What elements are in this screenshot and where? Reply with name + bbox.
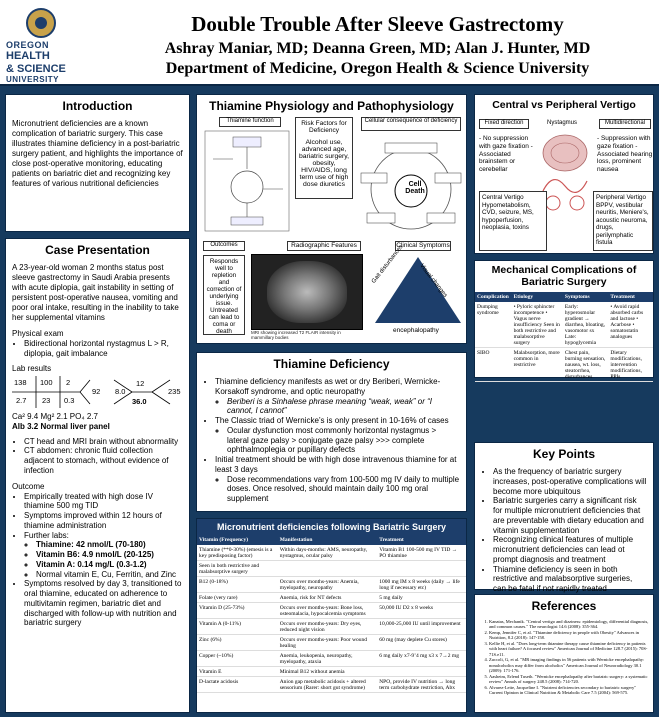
- deficiency-point-2-sub: ◦ Ocular dysfunction most commonly horizontal nystagmus > lateral gaze palsy > conjugate gaze palsy >>> complete ophthalmoplegia or pupillary defects: [227, 426, 460, 455]
- logo-line-3: & SCIENCE: [6, 63, 66, 75]
- poster-title: Double Trouble After Sleeve Gastrectomy: [191, 12, 564, 36]
- case-presentation-panel: [5, 238, 190, 713]
- outcome-item-3: [24, 531, 183, 580]
- micro-cell: Folate (very rare): [197, 593, 278, 603]
- outcome-item-1: • Empirically treated with high dose IV thiamine 500 mg TID: [24, 492, 183, 512]
- logo-line-1: OREGON: [6, 40, 50, 50]
- radiographic-label: Radiographic Features: [287, 241, 361, 251]
- peripheral-vertigo-box: Peripheral Vertigo BPPV, vestibular neuritis, Meniere's, acoustic neuroma, drugs, perilymphatic fistula: [593, 191, 653, 251]
- poster-department: Department of Medicine, Oregon Health & Science University: [165, 60, 590, 77]
- micro-col-vitamin: Vitamin (Frequency): [197, 535, 278, 545]
- poster-header: [0, 0, 659, 86]
- micro-cell: 5 mg daily: [377, 593, 466, 603]
- mechanical-table: [475, 292, 653, 382]
- mech-cell: Malabsorption, more common in restrictive: [512, 348, 563, 382]
- mech-col-etiology: Etiology: [512, 292, 563, 302]
- micro-row: [197, 635, 466, 651]
- thiamine-function-label: Thiamine function: [219, 117, 281, 127]
- risk-factors-label: Risk Factors for Deficiency: [301, 120, 347, 134]
- micro-cell: Thiamine (**0-30%) (emesis is a key predisposing factor): [197, 545, 278, 561]
- risk-factors-box: [295, 117, 353, 199]
- deficiency-point-1-text: Thiamine deficiency manifests as wet or dry Beriberi, Wernicke-Korsakoff syndrome, and optic neuropathy: [215, 377, 441, 396]
- micro-cell: Zinc (6%): [197, 635, 278, 651]
- mech-cell: SIBO: [475, 348, 512, 382]
- micronutrient-heading: Micronutrient deficiencies following Bariatric Surgery: [197, 519, 466, 535]
- cell-death-label: Cell Death: [405, 181, 425, 196]
- nystagmus-label: Nystagmus: [547, 120, 578, 126]
- micro-cell: Occurs over months-years: Bone loss, osteomalacia, hypocalcemia symptoms: [278, 603, 378, 619]
- micro-col-manifestation: Manifestation: [278, 535, 378, 545]
- physiology-heading: Thiamine Physiology and Pathophysiology: [209, 99, 454, 113]
- risk-factors-text: Alcohol use, advanced age, bariatric surgery, obesity, HIV/AIDS, long term use of high dose diuretics: [298, 139, 350, 188]
- logo-line-4: UNIVERSITY: [6, 75, 60, 84]
- lab-na: 138: [14, 377, 27, 387]
- mechanical-table-body: [475, 302, 653, 382]
- lab-glu: 92: [92, 386, 101, 396]
- lab-bun: 2: [66, 377, 71, 387]
- key-point-3: • Recognizing clinical features of multiple micronutrient deficiencies can lead ot prompt diagnosis and treatment: [493, 535, 647, 564]
- lab-k: 2.7: [16, 395, 27, 405]
- micro-cell: Within days-months: AMS, neuropathy, nystagmus, ocular palsy: [278, 545, 378, 561]
- university-seal-icon: [26, 8, 56, 38]
- micro-cell: [377, 561, 466, 577]
- triad-gait-label: Gait disturbances: [371, 244, 405, 285]
- further-lab-vita: ◦ Vitamin A: 0.14 mg/L (0.3-1.2): [36, 560, 183, 570]
- micro-cell: Minimal B12 without anemia: [278, 667, 378, 677]
- outcomes-text: Responds well to repletion and correction of underlying issue. Untreated can lead to coma or death: [203, 255, 245, 335]
- micro-cell: D-lactate acidosis: [197, 677, 278, 693]
- lab-cr: 0.3: [64, 395, 75, 405]
- labs-label: Lab results: [12, 363, 52, 373]
- central-vertigo-box: Central Vertigo Hypometabolism, CVD, seizure, MS, hypoperfusion, neoplasia, toxins: [479, 191, 547, 251]
- outcome-item-4: • Symptoms resolved by day 3, transitioned to oral thiamine, educated on adherence to multivitamin regimen, bariatric diet and discharged with follow-up with nutrition and bariatric surgery: [24, 579, 183, 628]
- micro-cell: NPO, provide IV nutrition → long term carbohydrate restriction, Abx: [377, 677, 466, 693]
- outcome-item-2: • Symptoms improved within 12 hours of thiamine administration: [24, 511, 183, 531]
- deficiency-point-1: [215, 377, 460, 416]
- triad-encephalopathy-label: encephalopathy: [393, 327, 439, 334]
- mech-cell: • Pyloric sphincter incompetence • Vagus nerve insufficiency Seen in both restrictive and malabsorptive surgery: [512, 302, 563, 348]
- micro-row: [197, 577, 466, 593]
- vertigo-panel: [474, 94, 654, 254]
- micro-row: [197, 561, 466, 577]
- micro-row: [197, 651, 466, 667]
- micro-cell: 60 mg (may deplete Cu stores): [377, 635, 466, 651]
- mech-cell: Dietary modifications, intervention modifications, PPIs: [608, 348, 653, 382]
- micro-cell: Vitamin A (0-11%): [197, 619, 278, 635]
- lab-cl: 100: [40, 377, 53, 387]
- imaging-item-2: • CT abdomen: chronic fluid collection adjacent to stomach, without evidence of infection: [24, 446, 183, 475]
- cellular-consequence-label: Cellular consequence of deficiency: [361, 117, 461, 131]
- micronutrient-panel: [196, 518, 467, 713]
- micro-cell: 6 mg daily x7-9’4 mg x3 x 7→2 mg: [377, 651, 466, 667]
- exam-item: • Bidirectional horizontal nystagmus L > R, diplopia, gait imbalance: [24, 339, 183, 359]
- micro-row: [197, 619, 466, 635]
- introduction-text: Micronutrient deficiencies are a known complication of bariatric surgery. This case illustrates thiamine deficiency in a post-bariatric surgery patient, and highlights the importance of close post-operative monitoring, educating patients on bariatric diet and recognizing key features of various nutritional deficiencies: [12, 119, 183, 188]
- reference-item: 3. Kellie H, et al. "Does long-term thiamine therapy cause thiamine deficiency in patients with heart failure? A focused review" American Journal of Medicine 128.7 (2015): 70S-71S.e11.: [489, 641, 649, 657]
- lab-wbc: 8.0: [115, 386, 126, 396]
- micro-cell: Occurs over months-years: Poor wound healing: [278, 635, 378, 651]
- micro-cell: Anemia, risk for NT defects: [278, 593, 378, 603]
- clinical-symptoms-label: Clinical Symptoms: [396, 242, 450, 249]
- deficiency-point-2-text: The Classic triad of Wernicke’s is only present in 10-16% of cases: [215, 416, 449, 425]
- deficiency-point-3-text: Initial treatment should be with high dose intravenous thiamine for at least 3 days: [215, 455, 457, 474]
- micro-cell: [278, 561, 378, 577]
- micro-cell: Vitamin D (25-73%): [197, 603, 278, 619]
- references-heading: References: [531, 599, 597, 613]
- micro-row: [197, 667, 466, 677]
- micro-cell: Vitamin E: [197, 667, 278, 677]
- micro-cell: Occurs over months-years: Dry eyes, reduced night vision: [278, 619, 378, 635]
- micronutrient-header-row: [197, 535, 466, 545]
- further-lab-thiamine: ◦ Thiamine: 42 nmol/L (70-180): [36, 540, 183, 550]
- mech-cell: • Avoid rapid absorbed carbs and lactose • Acarbose • somatostatin analogues: [608, 302, 653, 348]
- vertigo-heading: Central vs Peripheral Vertigo: [492, 99, 636, 111]
- reference-item: 6. Alvarez-Leite, Jacqueline I. "Nutrient deficiencies secondary to bariatric surgery" Current Opinion in Clinical Nutrition & Metabolic Care 7.5 (2004): 569-575.: [489, 685, 649, 696]
- outcome-item-3-text: Further labs:: [24, 530, 69, 540]
- deficiency-point-2: [215, 416, 460, 455]
- logo-line-2: HEALTH: [6, 50, 50, 62]
- mech-col-complication: Complication: [475, 292, 512, 302]
- references-panel: [474, 594, 654, 713]
- lab-minerals: Ca² 9.4 Mg² 2.1 PO₄ 2.7: [12, 411, 98, 421]
- lab-plt: 235: [168, 386, 181, 396]
- micronutrient-table-body: [197, 545, 466, 693]
- micro-cell: 10,000-25,000 IU until improvement: [377, 619, 466, 635]
- ohsu-logo: [6, 8, 92, 84]
- multidirectional-label: Multidirectional: [599, 119, 651, 129]
- outcome-label: Outcome: [12, 481, 45, 491]
- micro-row: [197, 677, 466, 693]
- deficiency-point-1-sub: ◦ Beriberi is a Sinhalese phrase meaning “weak, weak” or “I cannot, I cannot”: [227, 397, 460, 417]
- mechanical-header-row: [475, 292, 653, 302]
- introduction-heading: Introduction: [62, 99, 133, 113]
- key-point-4: • Thiamine deficiency is seen in both restrictive and malabsorptive surgeries, can be fatal if not rapidly treated: [493, 565, 647, 594]
- micro-row: [197, 545, 466, 561]
- lab-co2: 23: [42, 395, 51, 405]
- micro-cell: [377, 667, 466, 677]
- poster-authors: Ashray Maniar, MD; Deanna Green, MD; Alan J. Hunter, MD: [164, 40, 591, 57]
- case-heading: Case Presentation: [45, 243, 150, 257]
- case-text: A 23-year-old woman 2 months status post sleeve gastrectomy in Saudi Arabia presents with acute diplopia, gait instability in setting of persistent post-operative nausea, vomiting and poor oral intake, resulting in the inability to take her supplemental vitamins: [12, 263, 179, 322]
- deficiency-heading: Thiamine Deficiency: [273, 357, 390, 371]
- outcomes-label: Outcomes: [203, 241, 245, 251]
- mech-col-treatment: Treatment: [608, 292, 653, 302]
- micro-cell: B12 (0-18%): [197, 577, 278, 593]
- mech-row: [475, 302, 653, 348]
- micro-cell: Anion gap metabolic acidosis + altered sensorium (Rarer: short gut syndrome): [278, 677, 378, 693]
- lab-hct: 36.0: [132, 396, 147, 406]
- metabolic-pathway-diagram: [203, 129, 291, 233]
- mechanical-heading: Mechanical Complications of Bariatric Surgery: [491, 264, 637, 288]
- references-list: [479, 619, 649, 696]
- key-points-panel: [474, 442, 654, 593]
- micro-cell: Vitamin B1 100-500 mg IV TID → PO thiamine: [377, 545, 466, 561]
- reference-item: 4. Zuccoli, G, et al. "MR imaging findings in 56 patients with Wernicke encephalopathy: nonalcoholics may differ from alcoholics" American Journal of Neuroradiology 30.1 (2009): 171-176.: [489, 657, 649, 673]
- micro-row: [197, 603, 466, 619]
- lab-hgb: 12: [136, 378, 145, 388]
- micro-cell: Occurs over months-years: Anemia, myelopathy, neuropathy: [278, 577, 378, 593]
- mechanical-complications-panel: [474, 260, 654, 378]
- lab-fishbones: [12, 374, 183, 412]
- reference-item: 2. Kemp, Jennifer C, et al. "Thiamine deficiency in people with Obesity" Advances in Nutrition, 8.2 (2018): 147-158.: [489, 630, 649, 641]
- key-points-heading: Key Points: [532, 447, 595, 461]
- micro-col-treatment: Treatment: [377, 535, 466, 545]
- further-lab-b6: ◦ Vitamin B6: 4.9 nmol/L (20-125): [36, 550, 183, 560]
- micro-cell: Seen in both restrictive and malabsorptive surgery: [197, 561, 278, 577]
- central-nystagmus-text: - No suppression with gaze fixation - Associated brainstem or cerebellar: [479, 135, 533, 174]
- key-point-2: • Bariatric surgeries carry a significant risk for multiple micronutrient deficiencies that are preventable with dietary education and vitamin supplementation: [493, 496, 647, 535]
- further-lab-normal: ◦ Normal vitamin E, Cu, Ferritin, and Zinc: [36, 570, 183, 580]
- reference-item: 1. Kanatas, Mechanik. "Central vertigo and dizziness: epidemiology, differential diagnosis, and common causes." The neurologist 14.6 (2008): 355-364.: [489, 619, 649, 630]
- introduction-panel: [5, 94, 190, 232]
- mech-cell: Dumping syndrome: [475, 302, 512, 348]
- imaging-item-1: • CT head and MRI brain without abnormality: [24, 437, 183, 447]
- reference-item: 5. Aasheim, Erlend Tuseth. "Wernicke encephalopathy after bariatric surgery: a systematic review" Annals of surgery 248.5 (2008): 714-720.: [489, 674, 649, 685]
- fixed-direction-label: Fixed direction: [479, 119, 529, 129]
- exam-label: Physical exam: [12, 329, 64, 338]
- micro-cell: Anemia, leukopenia, neuropathy, myelopathy, ataxia: [278, 651, 378, 667]
- mech-cell: Early: hyperosmolar gradient → diarrhea, bloating, vasomotor sx Late: hypoglycemia: [563, 302, 608, 348]
- mech-cell: Chest pain, burning sensation, nausea, wt. loss, steatorrhea, disturbances: [563, 348, 608, 382]
- key-point-1: • As the frequency of bariatric surgery increases, post-operative complications will become more ubiquitous: [493, 467, 647, 496]
- micro-row: [197, 593, 466, 603]
- micro-cell: Copper (~10%): [197, 651, 278, 667]
- peripheral-nystagmus-text: - Suppression with gaze fixation - Associated hearing loss, prominent nausea: [597, 135, 653, 174]
- triad-visual-label: Visual changes: [418, 263, 448, 299]
- mech-col-symptoms: Symptoms: [563, 292, 608, 302]
- micro-cell: 1000 mg IM x 8 weeks (daily → life long if necessary etc): [377, 577, 466, 593]
- thiamine-deficiency-panel: [196, 352, 467, 512]
- micro-cell: 50,000 IU D2 x 8 weeks: [377, 603, 466, 619]
- deficiency-point-3: [215, 455, 460, 504]
- mri-brain-image: [251, 254, 363, 330]
- micronutrient-table: [197, 535, 466, 693]
- mech-row: [475, 348, 653, 382]
- mri-caption: MRI showing increased T2 FLAIR intensity in mammillary bodies: [251, 330, 341, 340]
- lab-alb: Alb 3.2 Normal liver panel: [12, 421, 110, 431]
- thiamine-physiology-panel: [196, 94, 467, 344]
- deficiency-point-3-sub: ◦ Dose recommendations vary from 100-500 mg IV daily to multiple doses. Once resolved, should maintain daily 100 mg oral supplement: [227, 475, 460, 504]
